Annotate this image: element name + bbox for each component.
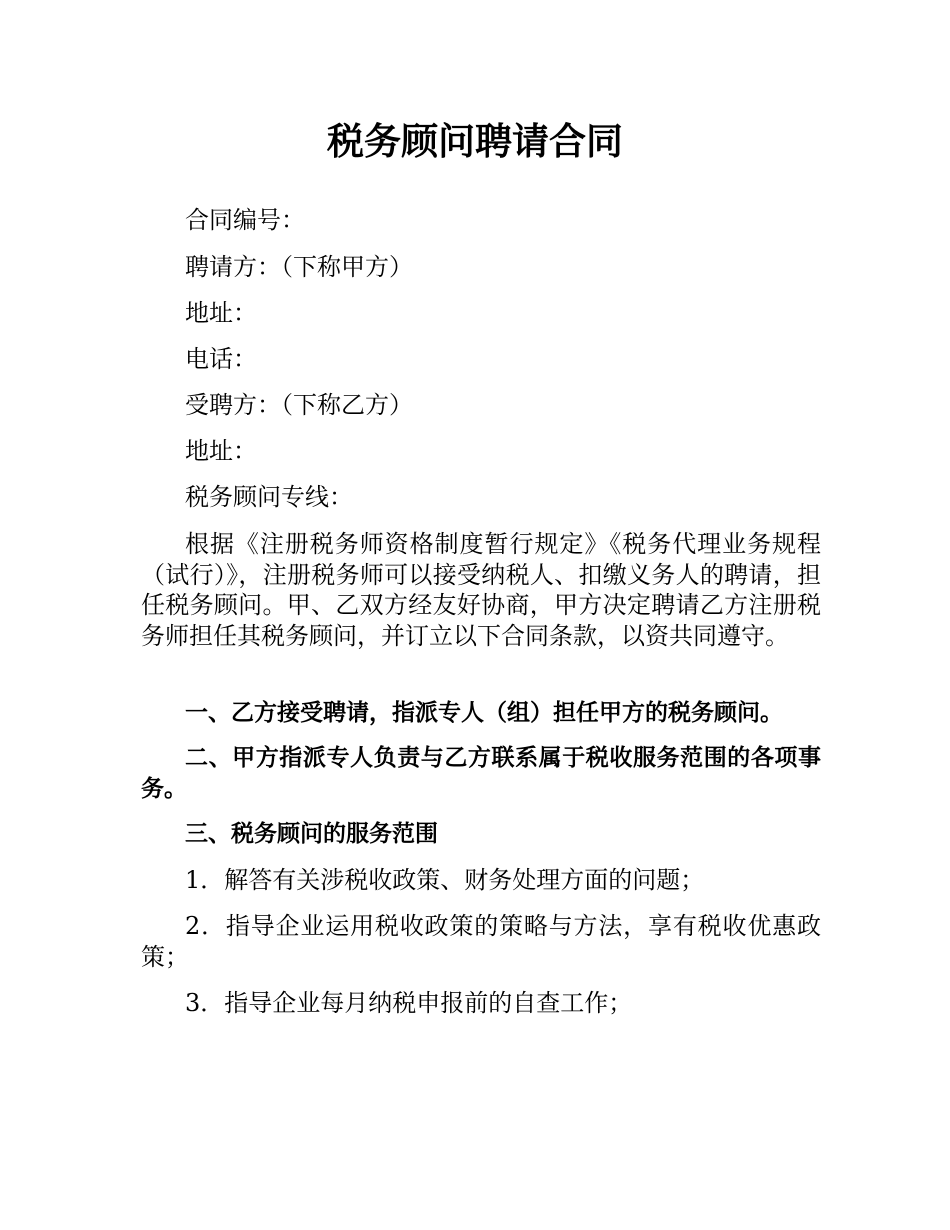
service-item-3: 3．指导企业每月纳税申报前的自查工作；	[185, 989, 633, 1017]
clause-3-heading: 三、税务顾问的服务范围	[185, 821, 438, 847]
clause-1: 一、乙方接受聘请，指派专人（组）担任甲方的税务顾问。	[185, 700, 783, 726]
service-item-1: 1．解答有关涉税收政策、财务处理方面的问题；	[185, 866, 705, 894]
hiring-party-phone-field: 电话：	[185, 345, 257, 373]
document-title: 税务顾问聘请合同	[327, 120, 623, 163]
hired-party-address-field: 地址：	[185, 437, 257, 465]
intro-paragraph: 根据《注册税务师资格制度暂行规定》《税务代理业务规程（试行）》，注册税务师可以接受纳税人、扣缴义务人的聘请，担任税务顾问。甲、乙双方经友好协商，甲方决定聘请乙方注册税务师担任其税务顾问，并订立以下合同条款，以资共同遵守。	[141, 530, 821, 650]
contract-number-field: 合同编号：	[185, 206, 305, 234]
hiring-party-address-field: 地址：	[185, 299, 257, 327]
clause-2: 二、甲方指派专人负责与乙方联系属于税收服务范围的各项事务。	[141, 745, 821, 802]
tax-advisor-hotline-field: 税务顾问专线：	[185, 483, 353, 511]
hiring-party-field: 聘请方：（下称甲方）	[185, 253, 413, 281]
service-item-2: 2．指导企业运用税收政策的策略与方法，享有税收优惠政策；	[141, 912, 821, 971]
hired-party-field: 受聘方：（下称乙方）	[185, 391, 413, 419]
